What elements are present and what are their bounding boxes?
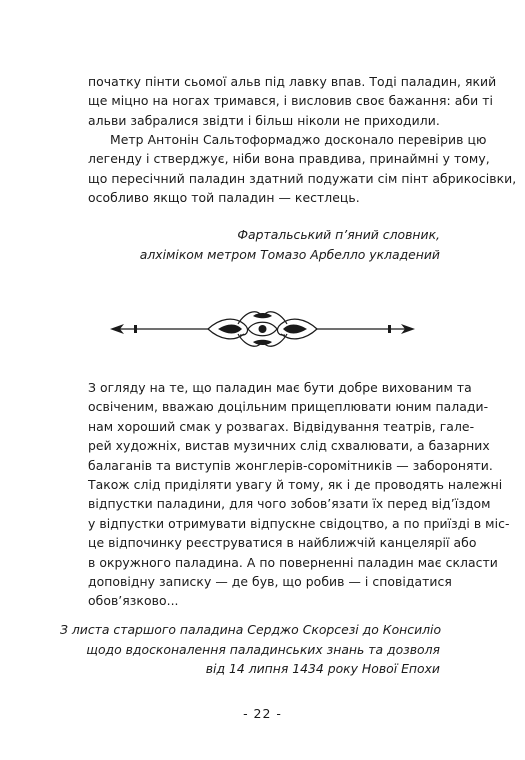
main-paragraph	[88, 378, 510, 611]
text-line: Також слід приділяти увагу й тому, як і де проводять належні	[88, 477, 503, 493]
text-line: ще міцно на ногах тримався, і висловив своє бажання: аби ті	[88, 93, 493, 109]
text-line: рей художніх, вистав музичних слід схвалювати, а базарних	[88, 438, 490, 454]
text-line: З огляду на те, що паладин має бути добре вихованим та	[88, 380, 472, 395]
text-line: відпустки паладини, для чого зобов’язати їх перед від’їздом	[88, 496, 491, 512]
citation-line: Фартальський п’яний словник,	[237, 227, 440, 242]
text-line: що пересічний паладин здатний подужати сім пінт абрикосівки,	[88, 170, 517, 186]
top-paragraph	[88, 72, 497, 130]
text-line: початку пінти сьомої альв під лавку впав. Тоді паладин, який	[88, 74, 497, 89]
decorative-divider-icon	[110, 304, 415, 354]
second-paragraph	[88, 130, 517, 208]
text-line: у відпустки отримувати відпускне свідоцтво, а по приїзді в міс-	[88, 515, 510, 531]
citation-line: алхіміком метром Томазо Арбелло укладений	[139, 246, 440, 262]
citation-line: від 14 липня 1434 року Нової Епохи	[205, 661, 440, 677]
text-line: обов’язково...	[88, 593, 179, 609]
text-line: доповідну записку — де був, що робив — і сповідатися	[88, 574, 452, 590]
citation-line: З листа старшого паладина Серджо Скорсезі до Консиліо	[60, 622, 442, 637]
first-citation	[60, 225, 440, 264]
text-line: альви забралися звідти і більш ніколи не приходили.	[88, 112, 440, 128]
text-line: це відпочинку реєструватися в найближчій канцелярії або	[88, 535, 477, 551]
text-line: легенду і стверджує, ніби вона правдива, принаймні у тому,	[88, 151, 490, 167]
second-citation	[60, 620, 440, 679]
citation-line: щодо вдосконалення паладинських знань та дозволя	[86, 641, 440, 657]
text-line: особливо якщо той паладин — кестлець.	[88, 190, 360, 206]
text-line: в окружного паладина. А по поверненні паладин має скласти	[88, 554, 498, 570]
text-line: нам хороший смак у розвагах. Відвідування театрів, гале-	[88, 418, 475, 434]
text-line: балаганів та виступів жонглерів-соромітників — забороняти.	[88, 457, 493, 473]
text-line: освіченим, вважаю доцільним прищеплювати юним палади-	[88, 399, 489, 415]
page-number: - 22 -	[243, 706, 282, 721]
text-line: Метр Антонін Сальтоформаджо досконало перевірив цю	[110, 132, 487, 147]
